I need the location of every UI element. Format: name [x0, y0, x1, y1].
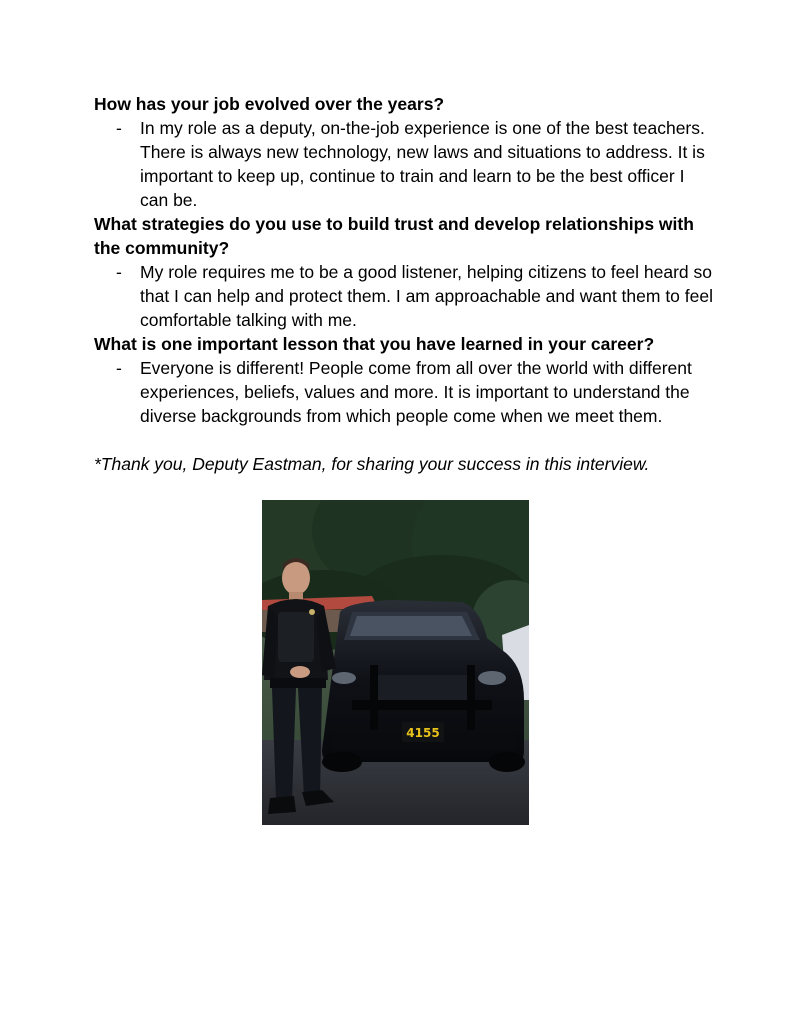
plate-number: 4155	[406, 726, 440, 740]
thank-you-note: *Thank you, Deputy Eastman, for sharing your success in this interview.	[94, 454, 650, 474]
bullet-dash: -	[116, 262, 122, 282]
question-1: How has your job evolved over the years?	[94, 94, 445, 114]
question-3: What is one important lesson that you have learned in your career?	[94, 334, 655, 354]
blank-line	[94, 428, 714, 452]
answer-2-text: My role requires me to be a good listener, helping citizens to feel heard so that I can help and protect them. I am approachable and want them to feel comfortable talking with me.	[140, 262, 713, 330]
answer-3-text: Everyone is different! People come from all over the world with different experiences, beliefs, values and more. It is important to understand the diverse backgrounds from which people come when we meet them.	[140, 358, 692, 426]
answer-1-text: In my role as a deputy, on-the-job experience is one of the best teachers. There is always new technology, new laws and situations to address. It is important to keep up, continue to train and learn to be the best officer I can be.	[140, 118, 705, 210]
answer-3	[94, 356, 714, 428]
bullet-dash: -	[116, 358, 122, 378]
bullet-dash: -	[116, 118, 122, 138]
answer-1	[94, 116, 714, 212]
interview-text	[94, 92, 714, 476]
answer-2	[94, 260, 714, 332]
question-2: What strategies do you use to build trust and develop relationships with the community?	[94, 214, 694, 258]
deputy-photo	[262, 500, 529, 825]
